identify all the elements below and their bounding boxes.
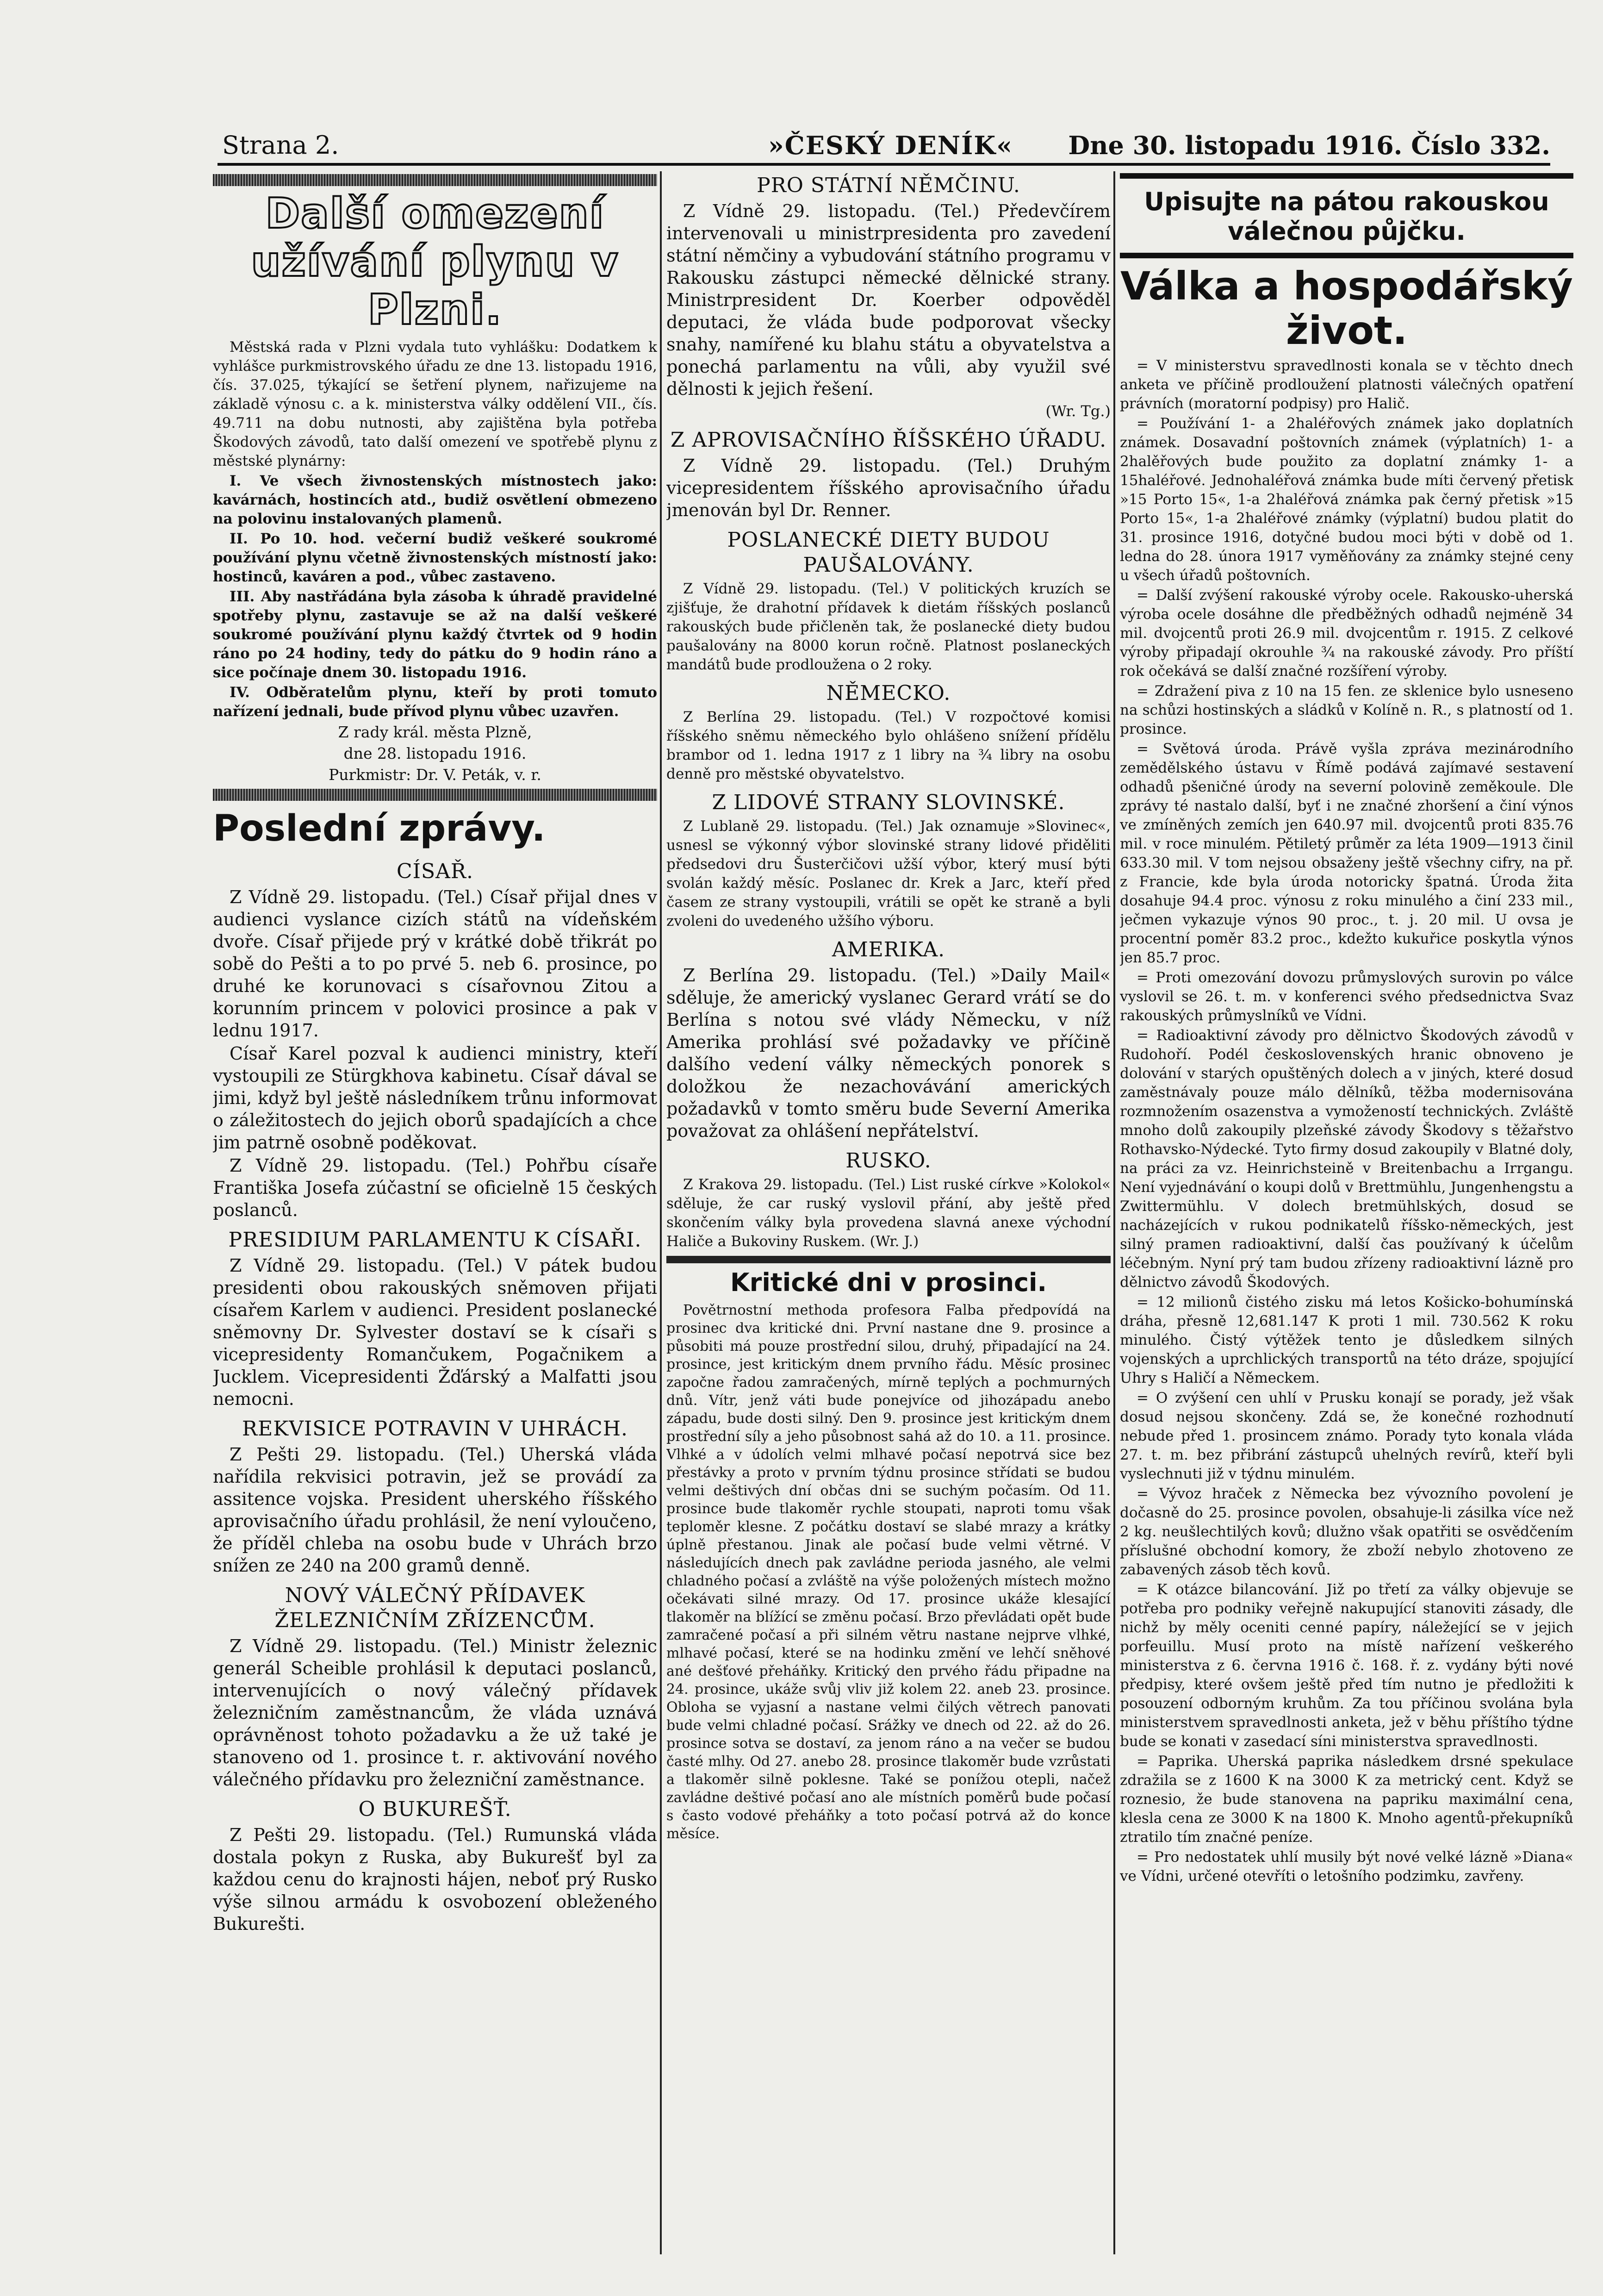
news-item: = 12 milionů čistého zisku má letos Košicko-bohumínská dráha, přesně 12,681.147 K proti 1 mil. 730.562 K roku minulého. Čistý výtěžek tento je důsledkem silných vojenských a uprchlických transportů na této dráze, spojující Uhry s Haličí a Německem. bbox=[1120, 1294, 1573, 1386]
news-item: = Radioaktivní závody pro dělnictvo Škodových závodů v Rudohoří. Podél československých hranic obnoveno je dolování v starých opuštěných dolech a v jiných, které dosud zaměstnávaly pouze málo dělníků, těžba modernisována rozmnožením osazenstva a vymožeností technických. Zvláště mnoho dolů zakoupily plzeňské závody Škodovy s těžařstvo Rothavsko-Nýdecké. Tyto firmy dosud zakoupily v Blatné doly, na práci za vz. Heinrichsteině v Breitenbachu a Irrgangu. Není vyjednávání o koupi dolů v Brettmühlu, Jungenhengstu a Zwittermühlu. V dolech bretmühlských, dosud se nacházejících v rukou podnikatelů říšsko-německých, jest silný pramen radioaktivní, další čas používaný k účelům léčebným. Nyní prý tam budou zřízeny radioaktivní lázně pro dělnictvo závodů Škodových. bbox=[1120, 1027, 1573, 1291]
issue-date: Dne 30. listopadu 1916. Číslo 332. bbox=[1068, 131, 1550, 160]
article-paragraph: Městská rada v Plzni vydala tuto vyhlášku: Dodatkem k vyhlášce purkmistrovského úřadu ze dne 13. listopadu 1916, čís. 37.025, týkající se šetření plynem, nařizujeme na základě výnosu c. a k. ministerstva války oddělení VII., čís. 49.711 na dobu nutnosti, aby zajištěna byla potřeba Škodových závodů, tato další omezení ve spotřebě plynu z městské plynárny: bbox=[213, 339, 657, 469]
news-item: = Proti omezování dovozu průmyslových surovin po válce vyslovil se 26. t. m. v konferenci svého předsednictva Svaz rakouských průmyslníků ve Vídni. bbox=[1120, 969, 1573, 1024]
newspaper-title: »ČESKÝ DENÍK« bbox=[768, 131, 1013, 160]
news-item: = Vývoz hraček z Německa bez vývozního povolení je dočasně do 25. prosince povolen, obsahuje-li zásilka více než 2 kg. neušlechtilých kovů; dlužno však opatřiti se osvědčením příslušné obchodní komory, že zboží nebylo zhotoveno ze zabavených zásob těch kovů. bbox=[1120, 1485, 1573, 1578]
article-latest-news bbox=[213, 805, 657, 1935]
article-headline: Kritické dni v prosinci. bbox=[730, 1268, 1047, 1297]
article-paragraph: Z Vídně 29. listopadu. (Tel.) V pátek budou presidenti obou rakouských sněmoven přijati císařem Karlem v audienci. President poslanecké sněmovny Dr. Sylvester dostaví se k císaři s vicepresidenty Romančukem, Pogačnikem a Jucklem. Vicepresidenti Žďárský a Malfatti jsou nemocni. bbox=[213, 1255, 657, 1409]
article-critical-days bbox=[666, 1268, 1111, 1843]
article-gas-restrictions bbox=[213, 190, 657, 785]
article-paragraph: Z Vídně 29. listopadu. (Tel.) Pohřbu císaře Františka Josefa zúčastní se oficielně 15 českých poslanců. bbox=[213, 1155, 657, 1220]
subheading: AMERIKA. bbox=[832, 938, 945, 961]
subheading: NĚMECKO. bbox=[826, 681, 951, 705]
article-paragraph: Z Vídně 29. listopadu. (Tel.) Druhým vicepresidentem říšského aprovisačního úřadu jmenován byl Dr. Renner. bbox=[666, 455, 1111, 520]
news-item: = V ministerstvu spravedlnosti konala se v těchto dnech anketa ve příčině prodloužení platnosti válečných opatření právních (moratorní podpisy) pro Halič. bbox=[1120, 357, 1573, 412]
subheading: NOVÝ VÁLEČNÝ PŘÍDAVEK ŽELEZNIČNÍM ZŘÍZENCŮM. bbox=[274, 1584, 596, 1632]
page-number: Strana 2. bbox=[222, 131, 339, 160]
article-paragraph: Z Vídně 29. listopadu. (Tel.) Předevčírem intervenovali u ministrpresidenta pro zavedení státní němčiny a vybudování státního programu v Rakousku zástupci německé dělnické strany. Ministrpresident Dr. Koerber odpověděl deputaci, že vláda bude podporovat všecky snahy, namířené ku blahu státu a obyvatelstva a ponechá parlamentu na vůli, aby využil své dělnosti k jejich řešení. bbox=[666, 201, 1111, 399]
signature-line: Z rady král. města Plzně, bbox=[338, 723, 532, 741]
news-item: = Světová úroda. Právě vyšla zpráva mezinárodního zemědělského ústavu v Římě podává zajímavé sestavení odhadů pšeničné úrody na severní polovině zeměkoule. Dle zprávy té nastalo další, byť i ne značné zhoršení a činí výnos ve zmíněných zemích jen 640.97 mil. dvojcentů proti 835.76 mil. v roce minulém. Pětiletý průměr za léta 1909—1913 činil 633.30 mil. V tom nejsou obsaženy ještě všechny cifry, na př. z Francie, kde byla úroda notoricky špatná. Úroda žita dosahuje 94.4 proc. výnosu z roku minulého a činí 233 mil., ječmen vykazuje výnos 90 proc., t. j. 20 mil. U ovsa je procentní poměr 83.2 proc., kdežto kukuřice poskytla výnos jen 85.7 proc. bbox=[1120, 741, 1573, 966]
article-slovene-party bbox=[666, 790, 1111, 931]
news-item: = Další zvýšení rakouské výroby ocele. Rakousko-uherská výroba ocele dosáhne dle předběžných odhadů nejméně 34 mil. dvojcentů proti 26.9 mil. dvojcentům r. 1915. Z celkové výroby připadají okrouhle ¾ na rakouské závody. Pro příští rok očekává se další značné rozšíření výroby. bbox=[1120, 587, 1573, 680]
article-paragraph: Z Pešti 29. listopadu. (Tel.) Uherská vláda nařídila rekvisici potravin, jež se provádí za assitence vojska. President uherského říšského aprovisačního úřadu prohlásil, že není vyloučeno, že příděl chleba na osobu bude v Uhrách brzo snížen ze 240 na 200 gramů denně. bbox=[213, 1444, 657, 1576]
column-divider bbox=[1113, 171, 1115, 2254]
news-item: = Používání 1- a 2haléřových známek jako doplatních známek. Dosavadní poštovních známek (výplatních) 1- a 2halěřových bude použito za doplatní známky 1- a 15haléřové. Jednohaléřová známka bude míti červený přetisk »15 Porto 15«, 1-a 2haléřová známka pak černý přetisk »15 Porto 15«, 1-a 2haléřové známky (výplatní) budou platit do 31. prosince 1916, dotyčné budou moci býti v době od 1. ledna do 28. února 1917 vyměňovány za známky stejné ceny u všech úřadů poštovních. bbox=[1120, 415, 1573, 584]
source-note: (Wr. Tg.) bbox=[1045, 402, 1111, 420]
article-germany bbox=[666, 681, 1111, 784]
subheading: PRESIDIUM PARLAMENTU K CÍSAŘI. bbox=[228, 1228, 642, 1252]
article-paragraph: III. Aby nastřádána byla zásoba k úhradě pravidelné spotřeby plynu, zastavuje se až na další veškeré soukromé používání plynu každý čtvrtek od 9 hodin ráno po 24 hodiny, tedy do pátku do 9 hodin ráno a sice počínaje dnem 30. listopadu 1916. bbox=[213, 588, 657, 681]
subheading: CÍSAŘ. bbox=[396, 860, 474, 883]
signature-line: dne 28. listopadu 1916. bbox=[343, 744, 527, 762]
article-diets bbox=[666, 528, 1111, 674]
subheading: RUSKO. bbox=[845, 1149, 932, 1173]
column-1 bbox=[213, 171, 657, 2254]
article-headline: Další omezení užívání plynu v Plzni. bbox=[251, 189, 619, 334]
page-header bbox=[217, 121, 1550, 166]
economy-items bbox=[1120, 356, 1573, 1886]
article-russia bbox=[666, 1148, 1111, 1251]
signature-line: Purkmistr: Dr. V. Peták, v. r. bbox=[329, 766, 541, 784]
war-loan-banner bbox=[1120, 173, 1573, 258]
ornament-rule bbox=[213, 789, 657, 801]
section-headline: Poslední zprávy. bbox=[213, 808, 546, 849]
article-state-german bbox=[666, 173, 1111, 421]
news-item: = Paprika. Uherská paprika následkem drsné spekulace zdražila se z 1600 K na 3000 K za metrický cent. Když se roznesio, že bude stanovena na papriku maximální cena, klesla cena ze 3000 K na 1800 K. Mnoho agentů-překupníků ztratilo tím značné peníze. bbox=[1120, 1753, 1573, 1846]
subheading: PRO STÁTNÍ NĚMČINU. bbox=[757, 174, 1020, 197]
ornament-rule bbox=[213, 174, 657, 186]
article-paragraph: Císař Karel pozval k audienci ministry, kteří vystoupili ze Stürgkhova kabinetu. Císař dával se jimi, když byl ještě následníkem trůnu informovat o záležitostech do jejich oborů spadajících a chce jim patrně osobně poděkovat. bbox=[213, 1043, 657, 1153]
article-paragraph: Z Berlína 29. listopadu. (Tel.) »Daily Mail« sděluje, že americký vyslanec Gerard vrátí se do Berlína s notou své vlády Německu, v níž Amerika prohlásí své požadavky ve příčině dalšího vedení války německých ponorek s doložkou že nezachovávání amerických požadavků v tomto směru bude Severní Amerika považovat za ohlášení nepřátelství. bbox=[666, 965, 1111, 1141]
column-3 bbox=[1120, 171, 1573, 2254]
article-paragraph: Povětrnostní methoda profesora Falba předpovídá na prosinec dva kritické dni. První nastane dne 9. prosince a působiti má pouze prostřední silou, druhý, připadající na 24. prosince, jest kritickým dnem prvního řádu. Měsíc prosinec započne řadou zamračených, mírně teplých a pochmurných dnů. Vítr, jenž váti bude ponejvíce od jihozápadu anebo západu, bude dosti silný. Den 9. prosince jest kritickým dnem prostřední síly a jeho působnost sahá až do 10. a 11. prosince. Vlhké a v údolích velmi mlhavé počasí nepotrvá sice bez přestávky a proto v prvním týdnu prosince střídati se budou velmi deštivých dní občas dni se suchým počasím. Od 11. prosince bude tlakoměr rychle stoupati, naproti tomu však teploměr klesne. Z počátku dostaví se slabé mrazy a krátky úplně přestanou. Jinak ale počasí bude velmi větrné. V následujících dnech pak zavládne perioda jasného, ale velmi chladného počasí a zvláště na výše položených místech možno očekávati silné mrazy. Od 17. prosince ukáže klesající tlakoměr na blížící se změnu počasí. Brzo převládati opět bude zamračené počasí a při silném větru nastane nejprve vlhké, mlhavé počasí, které se na hodinku změní ve lehčí sněhové ané dešťové přeháňky. Kritický den prvého řádu připadne na 24. prosince, ukáže svůj vliv již kolem 22. aneb 23. prosince. Obloha se vyjasní a nastane velmi čilých větrech panovati bude velmi chladné počasí. Srážky ve dnech od 22. až do 26. prosince sotva se dostaví, za jenom ráno a na večer se budou časté mlhy. Od 27. anebo 28. prosince tlakoměr bude vzrůstati a tlakoměr silně poklesne. Také se ponížou otepli, načež zavládne deštivé počasí ano ale místních poměrů bude počasí s často vodové přeháňky a toto počasí potrvá až do konce měsíce. bbox=[666, 1302, 1111, 1842]
article-provisioning-office bbox=[666, 428, 1111, 521]
news-item: = Pro nedostatek uhlí musily být nové velké lázně »Diana« ve Vídni, určené otevříti o letošního podzimku, zavřeny. bbox=[1120, 1849, 1573, 1884]
article-paragraph: I. Ve všech živnostenských místnostech jako: kavárnách, hostincích atd., budiž osvětlení obmezeno na polovinu instalovaných plamenů. bbox=[213, 473, 657, 527]
news-item: = O zvýšení cen uhlí v Prusku konají se porady, jež však dosud nejsou skončeny. Zdá se, že konečné rozhodnutí nebude před 1. prosincem známo. Porady tyto konala vláda 27. t. m. bez přibrání zástupců uhelných revírů, kteří byli vyslechnuti již v týdnu minulém. bbox=[1120, 1390, 1573, 1482]
article-paragraph: Z Lublaně 29. listopadu. (Tel.) Jak oznamuje »Slovinec«, usnesl se výkonný výbor slovinské strany lidové přiděliti předsedovi dru Šusterčičovi užší výbor, který musí býti svolán každý měsíc. Poslanec dr. Krek a Jarc, kteří před časem ze strany vystoupili, vrátili se opět ke straně a byli zvoleni do uvedeného užšího výboru. bbox=[666, 818, 1111, 930]
column-divider bbox=[660, 171, 662, 2254]
section-headline: Válka a hospodářský život. bbox=[1120, 263, 1573, 353]
article-paragraph: Z Vídně 29. listopadu. (Tel.) Ministr železnic generál Scheible prohlásil k deputaci poslanců, intervenujících o nový válečný přídavek železničním zaměstnancům, že vláda uznává oprávněnost tohoto požadavku a že už také je stanoveno od 1. prosince t. r. aktivování nového válečného přídavku pro železniční zaměstnance. bbox=[213, 1636, 657, 1790]
news-item: = K otázce bilancování. Již po třetí za války objevuje se potřeba pro podniky veřejně nakupující stanoviti zásady, dle nichž by měly oceniti cenné papíry, náležející se v jejich porfeuillu. Musí proto na místě nařízení veškerého ministerstva z 6. června 1916 č. 168. ř. z. vydány býti nové předpisy, které ovšem ještě před tím nutno je předložiti k posouzení odborným kruhům. Za tou příčinou svolána byla ministerstvem spravedlnosti anketa, jež v běhu příštího týdne bude se konati v zasedací síni ministerstva spravedlnosti. bbox=[1120, 1581, 1573, 1750]
article-paragraph: Z Pešti 29. listopadu. (Tel.) Rumunská vláda dostala pokyn z Ruska, aby Bukurešť byl za každou cenu do krajnosti hájen, neboť prý Rusko výše silnou armádu k osvobození obleženého Bukurešti. bbox=[213, 1825, 657, 1934]
column-2 bbox=[666, 171, 1111, 2254]
article-paragraph: Z Berlína 29. listopadu. (Tel.) V rozpočtové komisi říšského sněmu německého bylo ohlášeno snížení přídělu brambor od 1. ledna 1917 z 1 libry na ¾ libry na osobu denně pro městské obyvatelstvo. bbox=[666, 709, 1111, 782]
article-paragraph: Z Vídně 29. listopadu. (Tel.) V politických kruzích se zjišťuje, že drahotní přídavek k dietám říšských poslanců rakouských bude přičleněn tak, že poslanecké diety budou paušalovány na 8000 korun ročně. Platnost poslaneckých mandátů bude prodloužena o 2 roky. bbox=[666, 580, 1111, 673]
subheading: REKVISICE POTRAVIN V UHRÁCH. bbox=[242, 1417, 628, 1441]
subheading: POSLANECKÉ DIETY BUDOU PAUŠALOVÁNY. bbox=[727, 528, 1050, 577]
subheading: O BUKUREŠŤ. bbox=[358, 1797, 512, 1821]
article-america bbox=[666, 937, 1111, 1142]
article-paragraph: IV. Odběratelům plynu, kteří by proti tomuto nařízení jednali, bude přívod plynu vůbec uzavřen. bbox=[213, 684, 657, 720]
article-paragraph: Z Krakova 29. listopadu. (Tel.) List ruské církve »Kolokol« sděluje, že car ruský vyslovil přání, aby ještě před skončením války byla provedena slavná anexe východní Haliče a Bukoviny Ruskem. (Wr. J.) bbox=[666, 1176, 1111, 1250]
article-paragraph: Z Vídně 29. listopadu. (Tel.) Císař přijal dnes v audienci vyslance cizích států na vídeňském dvoře. Císař přijede prý v krátké době třikrát po sobě do Pešti a to po prvé 5. neb 6. prosince, po druhé ke korunovaci s císařovnou Zitou a korunním princem v polovici prosince a pak v lednu 1917. bbox=[213, 887, 657, 1041]
subheading: Z APROVISAČNÍHO ŘÍŠSKÉHO ÚŘADU. bbox=[670, 428, 1107, 452]
news-item: = Zdražení piva z 10 na 15 fen. ze sklenice bylo usneseno na schůzi hostinských a sládků v Kolíně n. R., s platností od 1. prosince. bbox=[1120, 683, 1573, 737]
banner-text: Upisujte na pátou rakouskou válečnou půjčku. bbox=[1144, 187, 1549, 246]
section-rule bbox=[666, 1256, 1111, 1263]
article-paragraph: II. Po 10. hod. večerní budiž veškeré soukromé používání plynu včetně živnostenských místností jako: hostinců, kaváren a pod., vůbec zastaveno. bbox=[213, 530, 657, 585]
subheading: Z LIDOVÉ STRANY SLOVINSKÉ. bbox=[712, 791, 1065, 814]
